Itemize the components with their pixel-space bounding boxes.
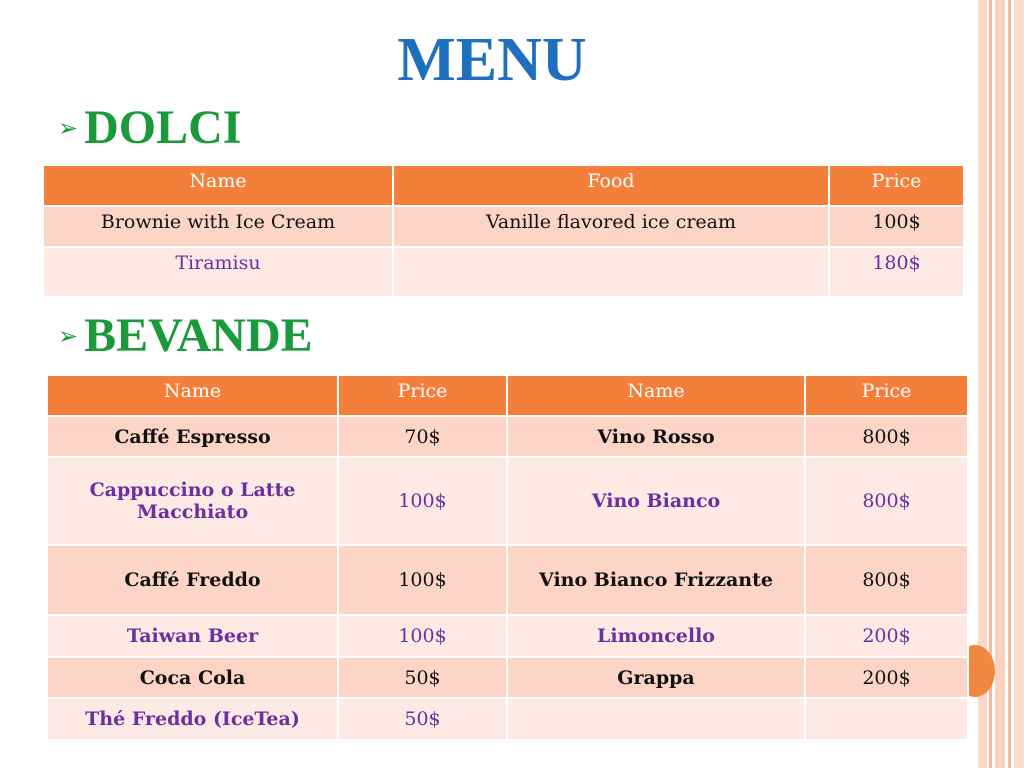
drink-name: Taiwan Beer [47,615,338,657]
item-food: Vanille flavored ice cream [393,206,829,247]
item-food [393,247,829,297]
drink-price [805,698,968,740]
bevande-section-heading [58,309,313,362]
arrow-bullet-icon: ➢ [58,322,79,350]
drink-price: 800$ [805,545,968,615]
drink-price: 100$ [338,615,507,657]
section-title-dolci: DOLCI [84,101,242,154]
column-header: Price [805,375,968,416]
item-name: Brownie with Ice Cream [43,206,393,247]
drink-price: 50$ [338,698,507,740]
drink-price: 100$ [338,545,507,615]
drink-name: Grappa [507,657,805,698]
column-header: Name [43,165,393,206]
table-header-row [47,375,968,416]
column-header: Food [393,165,829,206]
drink-price: 200$ [805,657,968,698]
decorative-stripe [1008,0,1011,768]
table-row [47,698,968,740]
drink-name [507,698,805,740]
drink-name: Vino Rosso [507,416,805,457]
decorative-stripe [1014,0,1024,768]
item-name: Tiramisu [43,247,393,297]
item-price: 100$ [829,206,964,247]
drink-price: 50$ [338,657,507,698]
table-row [47,416,968,457]
section-title-bevande: BEVANDE [84,309,313,362]
drink-name: Cappuccino o Latte Macchiato [47,457,338,545]
dolci-section-heading [58,101,242,154]
drink-price: 800$ [805,457,968,545]
drink-price: 200$ [805,615,968,657]
arrow-bullet-icon: ➢ [58,114,79,142]
table-row [47,657,968,698]
table-row [47,615,968,657]
drink-name: Caffé Freddo [47,545,338,615]
table-row [47,545,968,615]
drink-name: Vino Bianco [507,457,805,545]
drink-price: 800$ [805,416,968,457]
column-header: Name [47,375,338,416]
drink-name: Coca Cola [47,657,338,698]
column-header: Name [507,375,805,416]
drink-name: Caffé Espresso [47,416,338,457]
drink-name: Vino Bianco Frizzante [507,545,805,615]
drink-name: Limoncello [507,615,805,657]
drink-price: 70$ [338,416,507,457]
table-row [43,247,964,297]
table-header-row [43,165,964,206]
page-title: MENU [397,26,587,94]
dolci-table [42,164,965,298]
column-header: Price [829,165,964,206]
item-price: 180$ [829,247,964,297]
table-row [43,206,964,247]
bevande-table [46,374,969,741]
column-header: Price [338,375,507,416]
drink-price: 100$ [338,457,507,545]
decorative-stripe [995,0,1005,768]
drink-name: Thé Freddo (IceTea) [47,698,338,740]
table-row [47,457,968,545]
